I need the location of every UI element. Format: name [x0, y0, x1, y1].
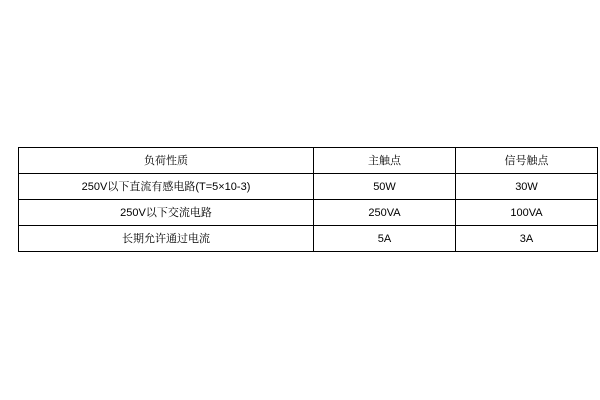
- cell-main-contact: 250VA: [314, 200, 456, 226]
- header-cell-load-type: 负荷性质: [19, 148, 314, 174]
- contact-capacity-table: [18, 147, 598, 252]
- cell-signal-contact: 100VA: [456, 200, 598, 226]
- cell-main-contact: 50W: [314, 174, 456, 200]
- table-row: [19, 174, 598, 200]
- cell-signal-contact: 30W: [456, 174, 598, 200]
- cell-load-type: 长期允许通过电流: [19, 226, 314, 252]
- cell-main-contact: 5A: [314, 226, 456, 252]
- cell-load-type: 250V以下交流电路: [19, 200, 314, 226]
- table-header-row: [19, 148, 598, 174]
- spec-table-container: [18, 147, 582, 252]
- table-row: [19, 226, 598, 252]
- cell-load-type: 250V以下直流有感电路(T=5×10-3): [19, 174, 314, 200]
- header-cell-main-contact: 主触点: [314, 148, 456, 174]
- header-cell-signal-contact: 信号触点: [456, 148, 598, 174]
- cell-signal-contact: 3A: [456, 226, 598, 252]
- table-row: [19, 200, 598, 226]
